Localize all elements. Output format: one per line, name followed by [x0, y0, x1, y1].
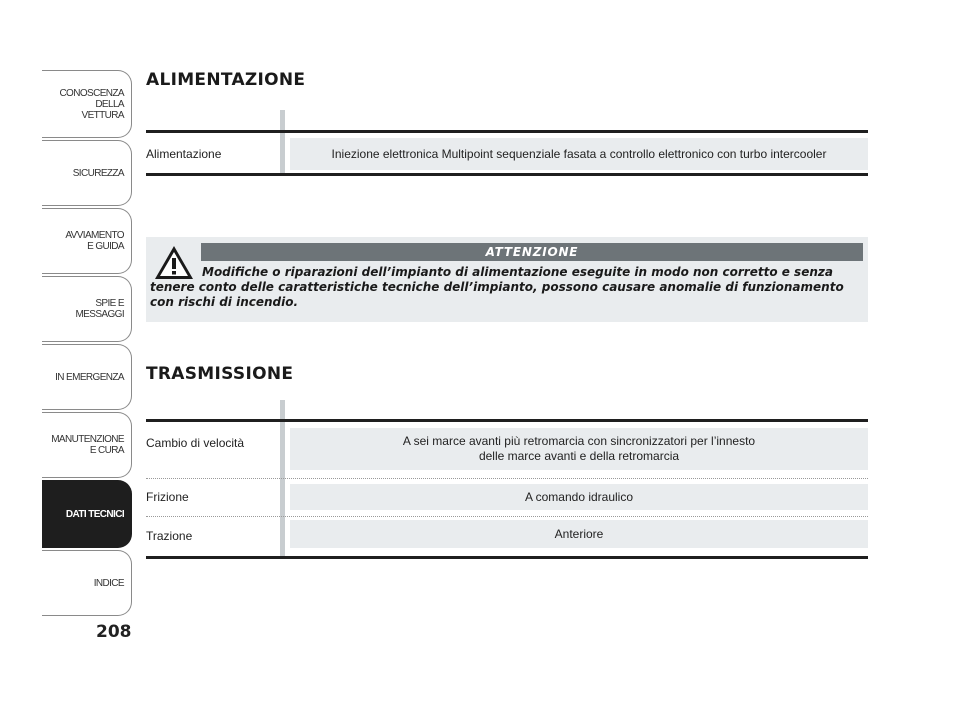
warning-text: Modifiche o riparazioni dell’impianto di alimentazione eseguite in modo non corretto e senza tenere conto delle caratteristiche tecniche dell’impianto, possono causare anomalie di funzionamento con rischi di incendio. — [150, 265, 844, 309]
table-rule-bottom — [146, 556, 868, 559]
tab-avviamento-e-guida[interactable] — [42, 208, 132, 274]
table-rule-top — [146, 130, 868, 133]
page-number: 208 — [96, 622, 132, 642]
tab-label: DELLA — [95, 98, 124, 110]
row-value-text: Anteriore — [554, 526, 604, 541]
tab-indice[interactable] — [42, 550, 132, 616]
tab-label: SICUREZZA — [72, 167, 124, 179]
column-divider — [280, 110, 285, 176]
tab-label: SPIE E — [95, 298, 124, 309]
row-label-alimentazione: Alimentazione — [146, 147, 222, 161]
tab-label: MESSAGGI — [75, 309, 124, 320]
tab-label: E CURA — [89, 445, 124, 456]
row-separator — [146, 478, 868, 479]
row-value-text: A sei marce avanti più retromarcia con sincronizzatori per l’innesto — [402, 434, 756, 448]
table-rule-top — [146, 419, 868, 422]
section-title-alimentazione: ALIMENTAZIONE — [146, 70, 306, 90]
tab-label: E GUIDA — [87, 241, 124, 252]
tab-sicurezza[interactable] — [42, 140, 132, 206]
tab-label: VETTURA — [81, 109, 124, 121]
tab-label: CONOSCENZA — [59, 87, 124, 99]
section-title-trasmissione: TRASMISSIONE — [146, 364, 294, 384]
tab-dati-tecnici[interactable] — [42, 480, 132, 548]
row-separator — [146, 516, 868, 517]
row-label-trazione: Trazione — [146, 529, 193, 543]
row-label-cambio: Cambio di velocità — [146, 436, 245, 450]
row-value-trazione — [290, 520, 868, 548]
row-value-text: delle marce avanti e della retromarcia — [478, 449, 680, 463]
row-value-text: Iniezione elettronica Multipoint sequenziale fasata a controllo elettronico con turbo intercooler — [331, 146, 827, 161]
tab-conoscenza-della-vettura[interactable] — [42, 70, 132, 138]
tab-label: DATI TECNICI — [65, 508, 124, 520]
row-label-frizione: Frizione — [146, 490, 189, 504]
row-value-text: A comando idraulico — [524, 489, 634, 504]
row-value-cambio — [290, 428, 868, 470]
tab-label: IN EMERGENZA — [55, 371, 124, 383]
warning-header: ATTENZIONE — [201, 243, 863, 261]
tab-in-emergenza[interactable] — [42, 344, 132, 410]
tab-label: AVVIAMENTO — [65, 230, 124, 241]
table-rule-bottom — [146, 173, 868, 176]
tab-label: INDICE — [93, 577, 124, 589]
tab-manutenzione-e-cura[interactable] — [42, 412, 132, 478]
row-value-frizione — [290, 484, 868, 510]
tab-spie-e-messaggi[interactable] — [42, 276, 132, 342]
row-value-alimentazione — [290, 138, 868, 170]
tab-label: MANUTENZIONE — [51, 434, 124, 445]
